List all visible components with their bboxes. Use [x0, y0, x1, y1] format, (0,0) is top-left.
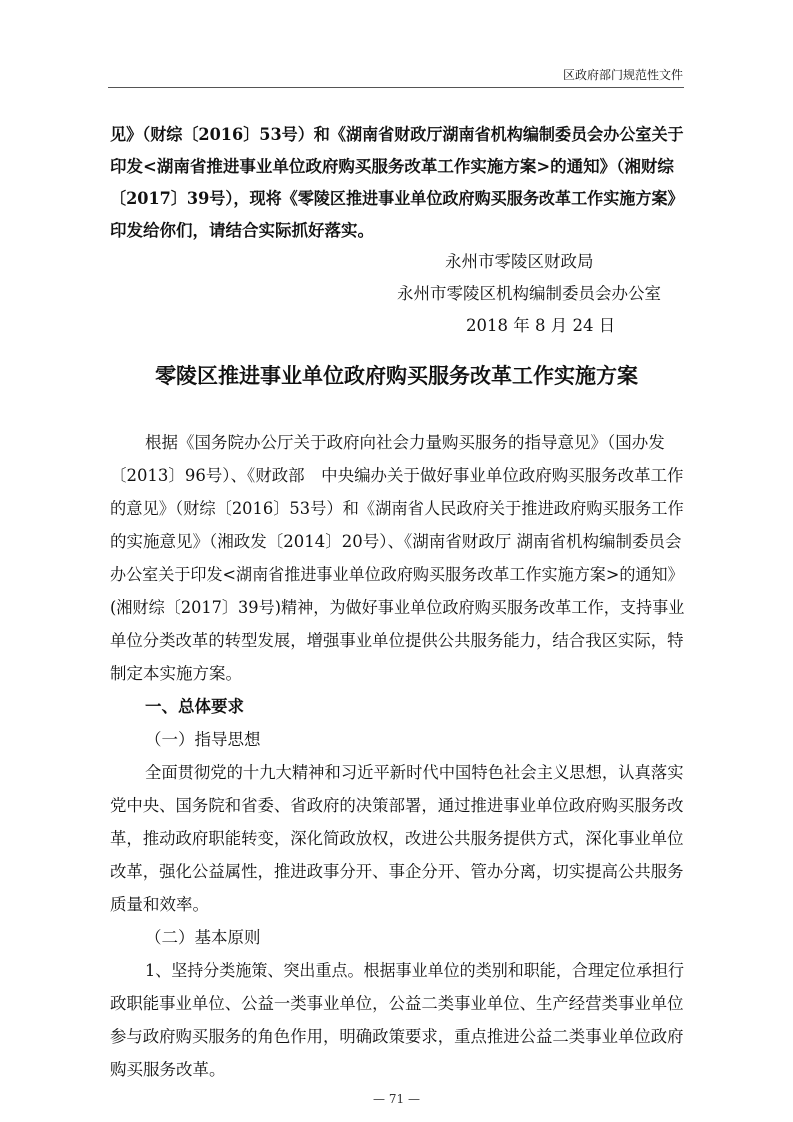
guiding-line: 质量和效率。: [110, 895, 209, 914]
basis-line: 的意见》（财综〔2016〕53号）和《湖南省人民政府关于推进政府购买服务工作: [110, 499, 684, 518]
basis-line: 根据《国务院办公厅关于政府向社会力量购买服务的指导意见》（国办发: [145, 433, 665, 452]
intro-line: 〔2017〕39号），现将《零陵区推进事业单位政府购买服务改革工作实施方案》: [110, 189, 684, 208]
header-label: 区政府部门规范性文件: [562, 68, 683, 82]
basis-line: 的实施意见》（湘政发〔2014〕20号）、《湖南省财政厅 湖南省机构编制委员会: [110, 532, 682, 551]
subsection-heading-basic-principles: （二）基本原则: [145, 928, 261, 947]
basis-line: 单位分类改革的转型发展，增强事业单位提供公共服务能力，结合我区实际，特: [110, 631, 684, 650]
guiding-line: 革，推动政府职能转变，深化简政放权，改进公共服务提供方式，深化事业单位: [110, 829, 684, 848]
basis-line: 制定本实施方案。: [110, 664, 242, 683]
section-heading-general-requirements: 一、总体要求: [145, 697, 244, 716]
principle-line: 政职能事业单位、公益一类事业单位，公益二类事业单位、生产经营类事业单位: [110, 994, 684, 1013]
signature-org-staffing: 永州市零陵区机构编制委员会办公室: [397, 284, 661, 303]
intro-line: 见》（财综〔2016〕53号）和《湖南省财政厅湖南省机构编制委员会办公室关于: [110, 125, 684, 144]
header-rule: [108, 87, 684, 88]
document-title: 零陵区推进事业单位政府购买服务改革工作实施方案: [155, 364, 638, 388]
page-number: — 71 —: [373, 1092, 420, 1106]
principle-line: 1、坚持分类施策、突出重点。根据事业单位的类别和职能，合理定位承担行: [145, 961, 685, 980]
guiding-line: 全面贯彻党的十九大精神和习近平新时代中国特色社会主义思想，认真落实: [145, 763, 684, 782]
basis-line: 办公室关于印发<湖南省推进事业单位政府购买服务改革工作实施方案>的通知》: [110, 565, 684, 584]
principle-line: 购买服务改革。: [110, 1060, 226, 1079]
intro-line: 印发<湖南省推进事业单位政府购买服务改革工作实施方案>的通知》（湘财综: [110, 157, 674, 176]
principle-line: 参与政府购买服务的角色作用，明确政策要求，重点推进公益二类事业单位政府: [110, 1027, 684, 1046]
basis-line: (湘财综〔2017〕39号)精神，为做好事业单位政府购买服务改革工作，支持事业: [110, 598, 685, 617]
signature-org-finance: 永州市零陵区财政局: [445, 252, 594, 271]
guiding-line: 党中央、国务院和省委、省政府的决策部署，通过推进事业单位政府购买服务改: [110, 796, 684, 815]
basis-line: 〔2013〕96号）、《财政部 中央编办关于做好事业单位政府购买服务改革工作: [110, 466, 684, 485]
signature-date: 2018 年 8 月 24 日: [466, 316, 616, 335]
subsection-heading-guiding-ideology: （一）指导思想: [145, 730, 261, 749]
intro-line: 印发给你们，请结合实际抓好落实。: [110, 221, 374, 240]
guiding-line: 改革，强化公益属性，推进政事分开、事企分开、管办分离，切实提高公共服务: [110, 862, 684, 881]
